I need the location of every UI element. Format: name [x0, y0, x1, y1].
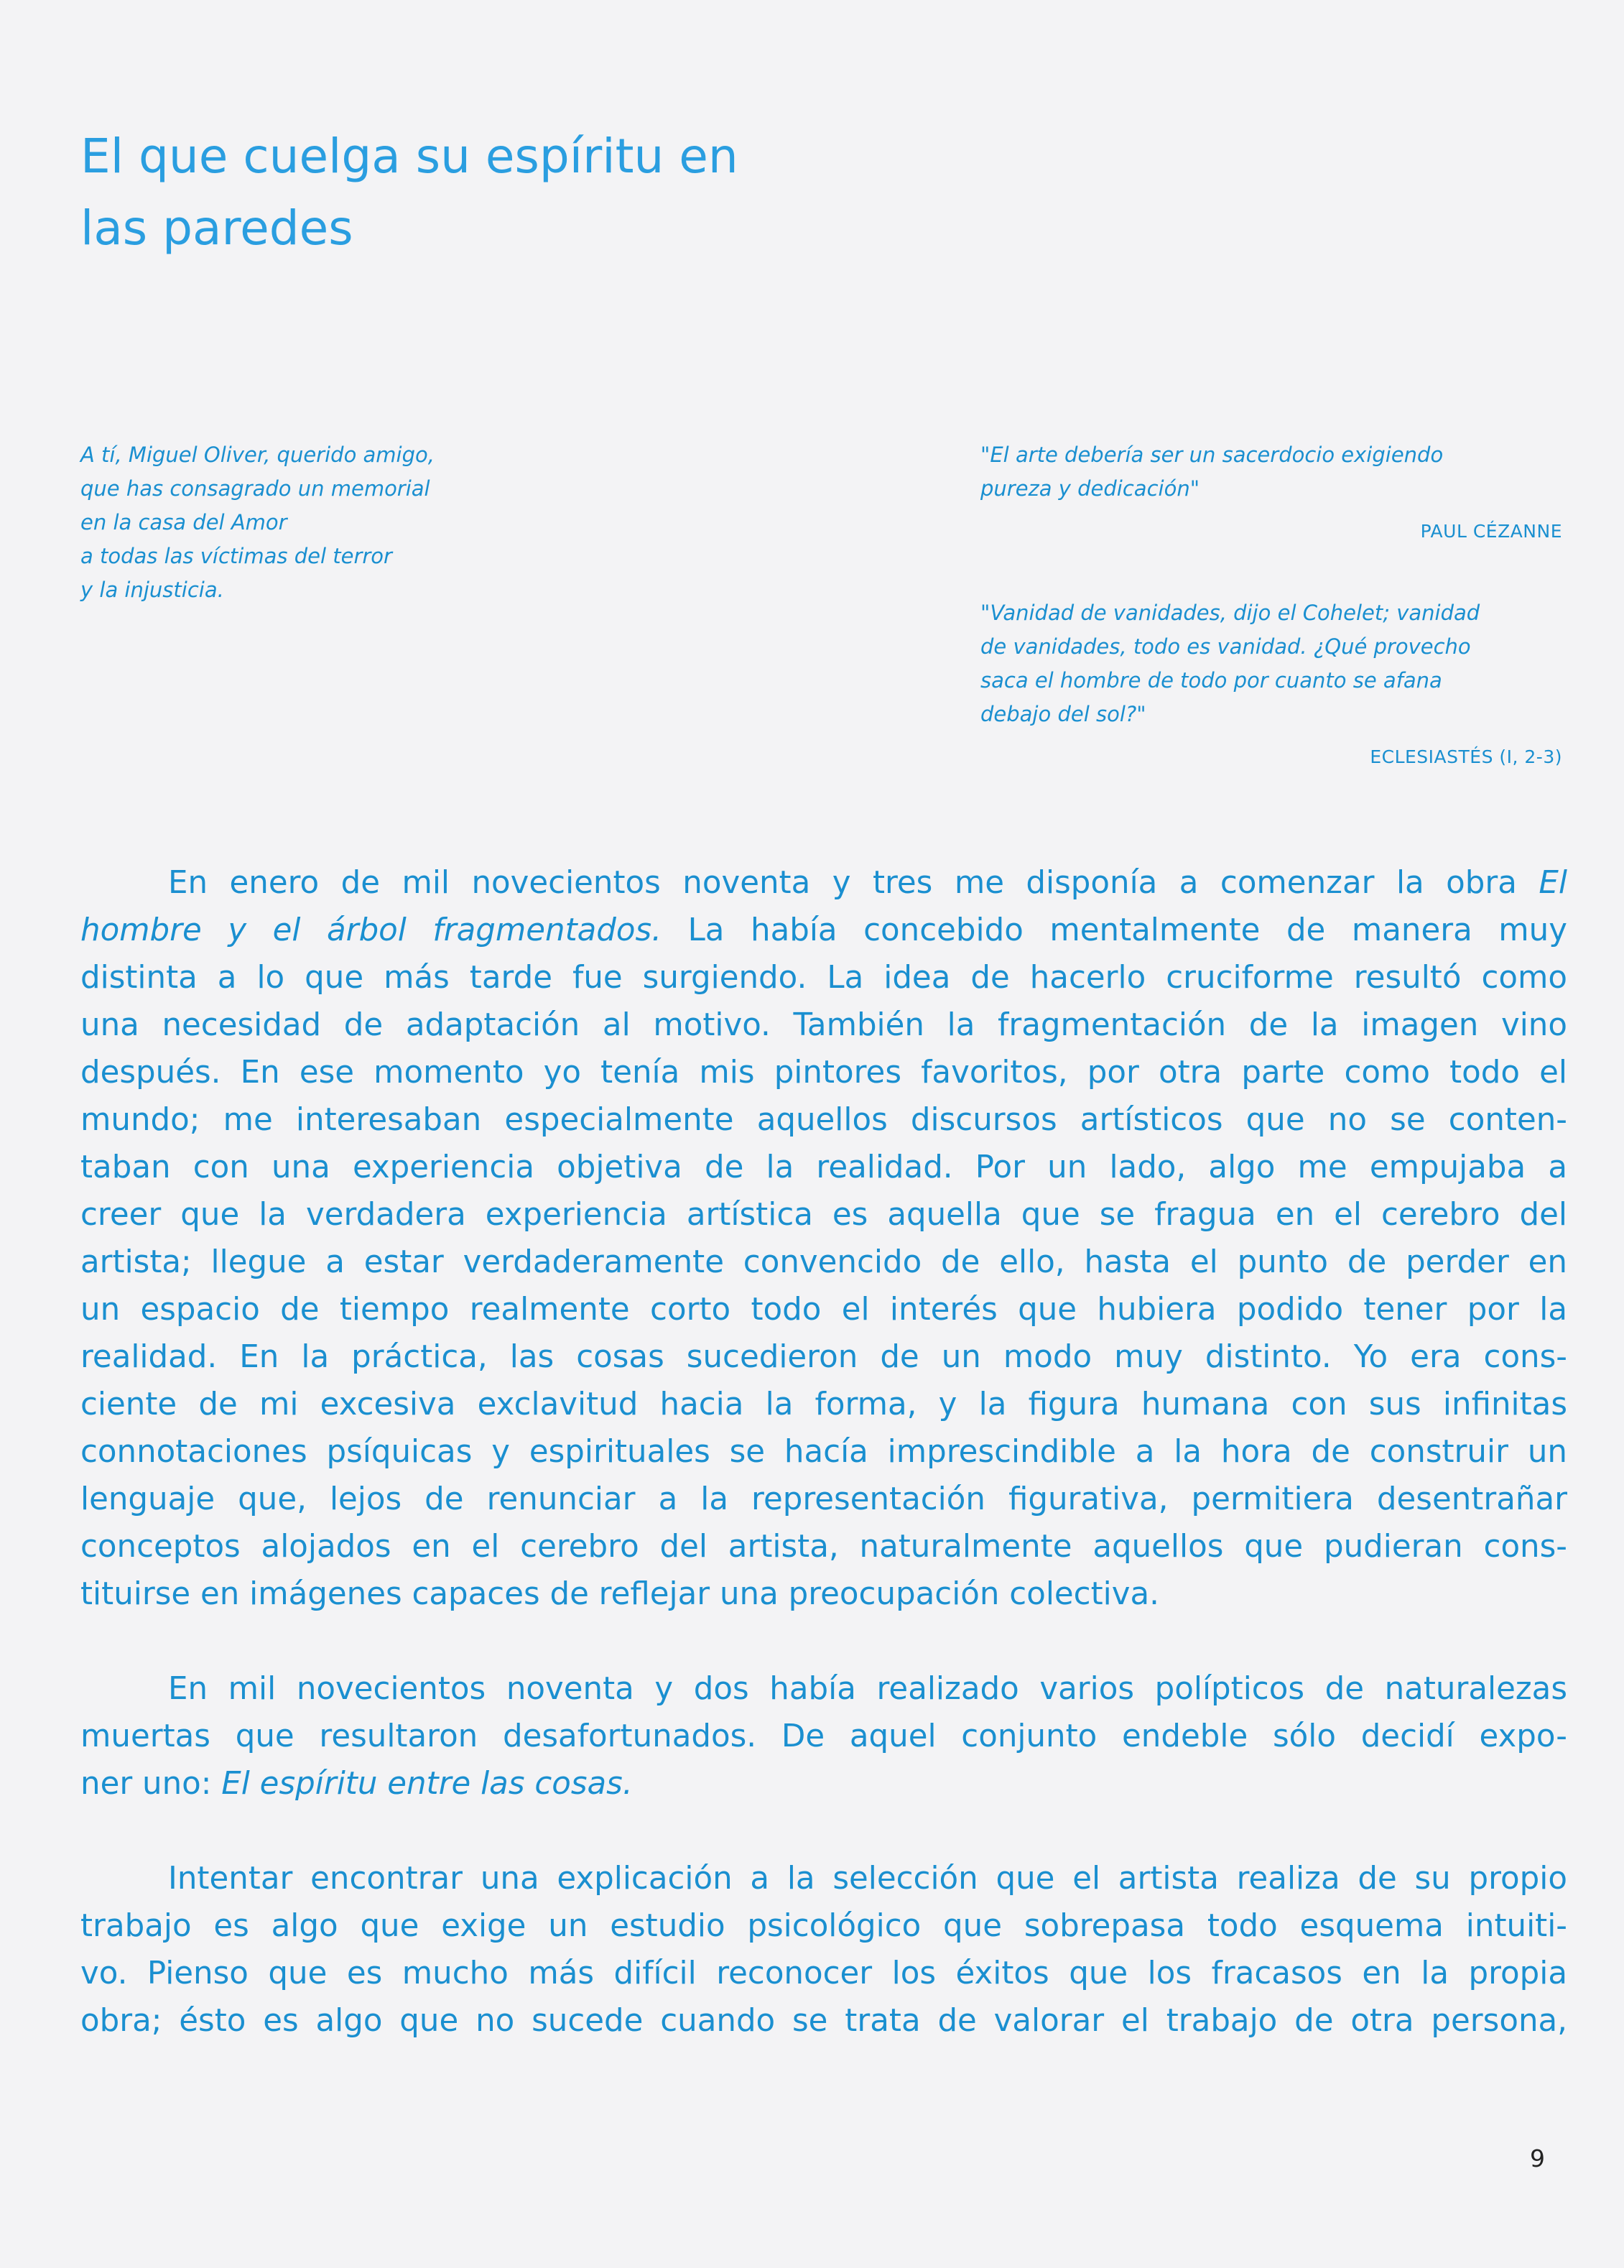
dedication-line: en la casa del Amor: [80, 510, 287, 534]
artwork-title: hombre y el árbol fragmentados.: [80, 912, 662, 948]
dedication-line: A tí, Miguel Oliver, querido amigo,: [80, 443, 435, 467]
text-run: En enero de mil novecientos noventa y tres me disponía a comenzar la obra: [168, 865, 1539, 901]
text-line: creer que la verdadera experiencia artística es aquella que se fragua en el cerebro del: [80, 1197, 1567, 1233]
text-line: artista; llegue a estar verdaderamente convencido de ello, hasta el punto de perder en: [80, 1244, 1567, 1280]
epigraph-eclesiastes: [980, 596, 1562, 774]
text-line: después. En ese momento yo tenía mis pintores favoritos, por otra parte como todo el: [80, 1055, 1567, 1091]
paragraph-2: [80, 1665, 1567, 1808]
text-line: obra; ésto es algo que no sucede cuando se trata de valorar el trabajo de otra persona,: [80, 2003, 1567, 2039]
title-line-2: las paredes: [80, 200, 353, 256]
text-line: muertas que resultaron desafortunados. De aquel conjunto endeble sólo decidí expo-: [80, 1718, 1567, 1754]
dedication-line: que has consagrado un memorial: [80, 476, 430, 501]
text-line: mundo; me interesaban especialmente aquellos discursos artísticos que no se conten-: [80, 1102, 1567, 1138]
epigraph-attribution: PAUL CÉZANNE: [1420, 521, 1562, 542]
page-number: 9: [1530, 2144, 1545, 2172]
text-line: taban con una experiencia objetiva de la realidad. Por un lado, algo me empujaba a: [80, 1149, 1567, 1185]
title-line-1: El que cuelga su espíritu en: [80, 129, 738, 184]
text-line: lenguaje que, lejos de renunciar a la representación figurativa, permitiera desentrañar: [80, 1481, 1567, 1517]
text-line: Intentar encontrar una explicación a la selección que el artista realiza de su propio: [168, 1861, 1567, 1897]
paragraph-1: [80, 859, 1567, 1618]
text-line: vo. Pienso que es mucho más difícil reconocer los éxitos que los fracasos en la propia: [80, 1955, 1567, 1991]
artwork-title: El: [1539, 865, 1567, 901]
epigraph-cezanne: [980, 438, 1562, 548]
epigraph-quote-line: saca el hombre de todo por cuanto se afana: [980, 668, 1442, 693]
text-line: trabajo es algo que exige un estudio psicológico que sobrepasa todo esquema intuiti-: [80, 1908, 1567, 1944]
body-text: [80, 859, 1567, 2045]
epigraph-quote-line: debajo del sol?": [980, 702, 1146, 726]
text-line: conceptos alojados en el cerebro del artista, naturalmente aquellos que pudieran cons-: [80, 1529, 1567, 1565]
epigraph-quote-line: pureza y dedicación": [980, 476, 1200, 501]
text-line: connotaciones psíquicas y espirituales se hacía imprescindible a la hora de construir un: [80, 1434, 1567, 1470]
epigraph-quote-line: de vanidades, todo es vanidad. ¿Qué provecho: [980, 634, 1471, 659]
paragraph-3: [80, 1855, 1567, 2045]
epigraph-quote-line: "Vanidad de vanidades, dijo el Cohelet; vanidad: [980, 601, 1480, 625]
text-line: distinta a lo que más tarde fue surgiendo. La idea de hacerlo cruciforme resultó como: [80, 960, 1567, 996]
text-line: En mil novecientos noventa y dos había realizado varios polípticos de naturalezas: [168, 1671, 1567, 1707]
text-line: [80, 859, 1567, 907]
artwork-title: El espíritu entre las cosas.: [221, 1766, 633, 1802]
text-line: una necesidad de adaptación al motivo. También la fragmentación de la imagen vino: [80, 1007, 1567, 1043]
text-line: ciente de mi excesiva exclavitud hacia la forma, y la figura humana con sus infinitas: [80, 1387, 1567, 1422]
text-run: La había concebido mentalmente de manera muy: [662, 912, 1567, 948]
text-line: [80, 1760, 1567, 1808]
epigraph-quote-line: "El arte debería ser un sacerdocio exigiendo: [980, 443, 1444, 467]
text-line: [80, 907, 1567, 954]
dedication: [80, 438, 583, 607]
dedication-line: y la injusticia.: [80, 578, 224, 602]
dedication-line: a todas las víctimas del terror: [80, 544, 392, 568]
text-line: un espacio de tiempo realmente corto todo el interés que hubiera podido tener por la: [80, 1292, 1567, 1328]
text-run: ner uno:: [80, 1766, 222, 1802]
epigraph-attribution: ECLESIASTÉS (I, 2-3): [1370, 746, 1562, 767]
text-line: tituirse en imágenes capaces de reflejar una preocupación colectiva.: [80, 1576, 1159, 1612]
text-line: realidad. En la práctica, las cosas sucedieron de un modo muy distinto. Yo era cons-: [80, 1339, 1567, 1375]
page-title: [80, 121, 871, 264]
